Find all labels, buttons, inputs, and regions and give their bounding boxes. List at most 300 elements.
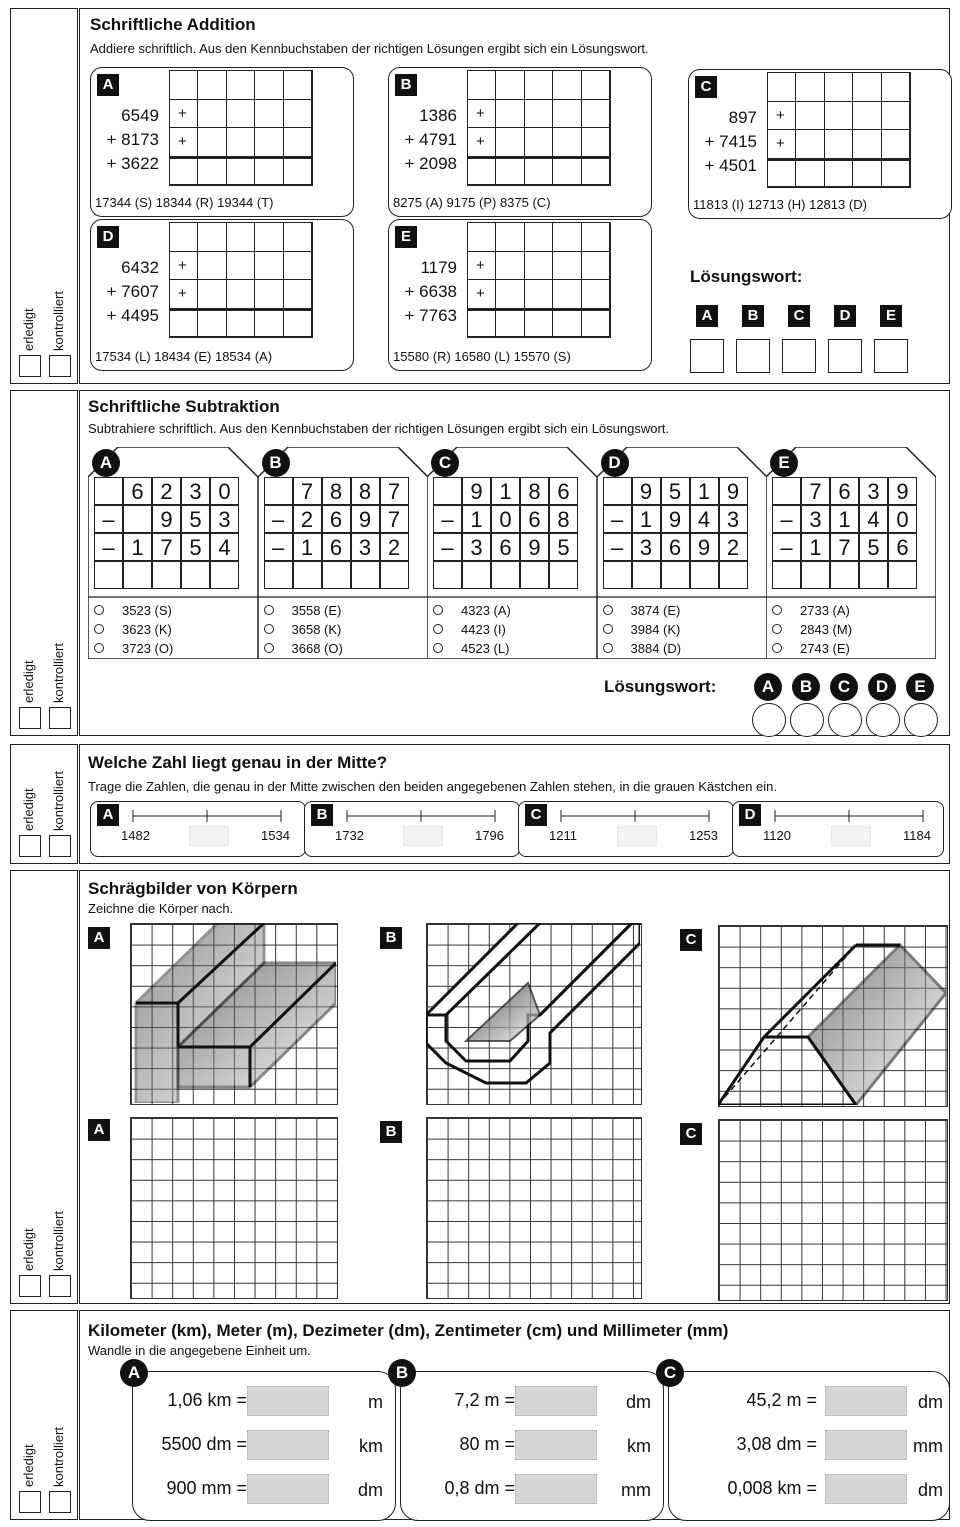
- grid-cell[interactable]: [227, 71, 255, 100]
- grid-cell[interactable]: [227, 280, 255, 309]
- grid-cell[interactable]: [284, 100, 312, 129]
- grid-cell[interactable]: [255, 157, 283, 186]
- grid-cell[interactable]: [255, 280, 283, 309]
- grid-cell[interactable]: 1: [632, 505, 661, 533]
- grid-cell[interactable]: [603, 561, 632, 589]
- task-badge: B: [311, 804, 333, 826]
- solution-letter-badge: A: [754, 673, 782, 701]
- grid-cell[interactable]: [553, 252, 581, 281]
- grid-cell[interactable]: [123, 505, 152, 533]
- grid-cell[interactable]: [553, 100, 581, 129]
- unit-expression: 5500 dm =: [161, 1434, 247, 1454]
- grid-cell[interactable]: [719, 561, 748, 589]
- radio-circle-icon[interactable]: [94, 605, 104, 615]
- grid-cell[interactable]: 9: [661, 505, 690, 533]
- grid-cell[interactable]: [496, 309, 524, 338]
- answer-option[interactable]: [264, 622, 342, 637]
- radio-circle-icon[interactable]: [94, 643, 104, 653]
- grid-cell[interactable]: 6: [830, 477, 859, 505]
- grid-cell[interactable]: [293, 561, 322, 589]
- grid-cell[interactable]: +: [170, 100, 198, 129]
- grid-cell[interactable]: [496, 71, 524, 100]
- grid-cell[interactable]: 6: [888, 533, 917, 561]
- grid-cell[interactable]: +: [768, 102, 796, 131]
- grid-cell[interactable]: 2: [293, 505, 322, 533]
- grid-cell[interactable]: [255, 309, 283, 338]
- grid-cell[interactable]: 6: [661, 533, 690, 561]
- grid-cell[interactable]: [210, 561, 239, 589]
- number-line: [121, 806, 321, 826]
- unit-expression: 0,8 dm =: [444, 1478, 515, 1498]
- option-label: 4323 (A): [461, 603, 511, 618]
- grid-cell[interactable]: [632, 561, 661, 589]
- grid-cell[interactable]: [525, 280, 553, 309]
- loesungswort-label: Lösungswort:: [604, 677, 717, 696]
- grid-cell[interactable]: [582, 223, 610, 252]
- grid-cell[interactable]: [825, 130, 853, 159]
- grid-cell[interactable]: [284, 280, 312, 309]
- solution-letter-box[interactable]: [690, 339, 724, 373]
- grid-cell[interactable]: [825, 102, 853, 131]
- grid-cell[interactable]: [227, 100, 255, 129]
- grid-cell[interactable]: 7: [380, 505, 409, 533]
- grid-cell[interactable]: [553, 280, 581, 309]
- grid-cell[interactable]: [825, 73, 853, 102]
- grid-cell[interactable]: [582, 252, 610, 281]
- grid-cell[interactable]: [882, 73, 910, 102]
- grid-cell[interactable]: [255, 252, 283, 281]
- grid-cell[interactable]: [888, 561, 917, 589]
- radio-circle-icon[interactable]: [264, 643, 274, 653]
- grid-cell[interactable]: –: [264, 505, 293, 533]
- answer-option[interactable]: [603, 603, 681, 618]
- grid-cell[interactable]: [255, 223, 283, 252]
- grid-cell[interactable]: 2: [152, 477, 181, 505]
- grid-cell[interactable]: [525, 223, 553, 252]
- kontrolliert-checkbox[interactable]: [49, 355, 71, 377]
- grid-cell[interactable]: 1: [491, 477, 520, 505]
- grid-cell[interactable]: [582, 128, 610, 157]
- erledigt-checkbox[interactable]: [19, 707, 41, 729]
- answer-box[interactable]: [515, 1430, 597, 1460]
- addition-grid[interactable]: [767, 72, 911, 188]
- grid-cell[interactable]: –: [772, 505, 801, 533]
- answer-box[interactable]: [825, 1474, 907, 1504]
- grid-cell[interactable]: 1: [293, 533, 322, 561]
- solution-letter-circle[interactable]: [752, 703, 786, 737]
- answer-option[interactable]: [94, 641, 173, 656]
- addition-card-e: [388, 219, 652, 371]
- erledigt-checkbox[interactable]: [19, 355, 41, 377]
- grid-cell[interactable]: 3: [181, 477, 210, 505]
- grid-cell[interactable]: [264, 477, 293, 505]
- kontrolliert-checkbox[interactable]: [49, 1491, 71, 1513]
- grid-cell[interactable]: [768, 73, 796, 102]
- grid-cell[interactable]: +: [768, 130, 796, 159]
- grid-cell[interactable]: [553, 223, 581, 252]
- grid-cell[interactable]: 4: [859, 505, 888, 533]
- section-title: Schriftliche Addition: [90, 15, 256, 34]
- grid-cell[interactable]: 2: [380, 533, 409, 561]
- erledigt-checkbox[interactable]: [19, 1491, 41, 1513]
- grid-cell[interactable]: [553, 309, 581, 338]
- grid-cell[interactable]: 6: [549, 477, 578, 505]
- grid-cell[interactable]: [801, 561, 830, 589]
- grid-cell[interactable]: 1: [462, 505, 491, 533]
- answer-option[interactable]: [603, 641, 682, 656]
- grid-cell[interactable]: [525, 128, 553, 157]
- grid-cell[interactable]: +: [170, 128, 198, 157]
- grid-cell[interactable]: [94, 561, 123, 589]
- grid-cell[interactable]: [796, 159, 824, 188]
- grid-cell[interactable]: –: [433, 533, 462, 561]
- solution-letter-circle[interactable]: [866, 703, 900, 737]
- grid-cell[interactable]: [768, 159, 796, 188]
- unit-expression: 0,008 km =: [727, 1478, 817, 1498]
- radio-circle-icon[interactable]: [264, 605, 274, 615]
- radio-circle-icon[interactable]: [772, 605, 782, 615]
- solution-letter-circle[interactable]: [904, 703, 938, 737]
- grid-cell[interactable]: 1: [123, 533, 152, 561]
- grid-cell[interactable]: [255, 100, 283, 129]
- grid-cell[interactable]: [853, 159, 881, 188]
- answer-option[interactable]: [772, 603, 850, 618]
- grid-cell[interactable]: 7: [380, 477, 409, 505]
- grid-cell[interactable]: [284, 71, 312, 100]
- answer-box[interactable]: [247, 1430, 329, 1460]
- radio-circle-icon[interactable]: [433, 643, 443, 653]
- grid-cell[interactable]: 9: [152, 505, 181, 533]
- unit-expression: 900 mm =: [166, 1478, 247, 1498]
- grid-cell[interactable]: [553, 157, 581, 186]
- answer-box[interactable]: [403, 826, 443, 846]
- grid-cell[interactable]: [582, 100, 610, 129]
- grid-cell[interactable]: 3: [462, 533, 491, 561]
- grid-cell[interactable]: [198, 128, 226, 157]
- answer-option[interactable]: [264, 603, 342, 618]
- answer-option[interactable]: [433, 603, 511, 618]
- grid-cell[interactable]: [882, 130, 910, 159]
- answer-option[interactable]: [772, 641, 850, 656]
- grid-cell[interactable]: [853, 130, 881, 159]
- grid-cell[interactable]: +: [468, 252, 496, 281]
- radio-circle-icon[interactable]: [603, 605, 613, 615]
- grid-cell[interactable]: [284, 223, 312, 252]
- erledigt-checkbox[interactable]: [19, 1275, 41, 1297]
- grid-cell[interactable]: 0: [888, 505, 917, 533]
- grid-cell[interactable]: 7: [830, 533, 859, 561]
- radio-circle-icon[interactable]: [264, 624, 274, 634]
- grid-cell[interactable]: 2: [719, 533, 748, 561]
- grid-cell[interactable]: [152, 561, 181, 589]
- task-badge: A: [88, 1119, 110, 1141]
- grid-cell[interactable]: [227, 309, 255, 338]
- grid-cell[interactable]: [433, 561, 462, 589]
- grid-cell[interactable]: [582, 309, 610, 338]
- grid-cell[interactable]: 6: [322, 533, 351, 561]
- grid-cell[interactable]: [582, 157, 610, 186]
- grid-cell[interactable]: 0: [210, 477, 239, 505]
- grid-cell[interactable]: 1: [690, 477, 719, 505]
- grid-cell[interactable]: 8: [351, 477, 380, 505]
- grid-cell[interactable]: [525, 100, 553, 129]
- drawing-grid-a[interactable]: [130, 1117, 338, 1299]
- grid-cell[interactable]: [525, 71, 553, 100]
- grid-cell[interactable]: [468, 309, 496, 338]
- grid-cell[interactable]: –: [603, 533, 632, 561]
- kontrolliert-checkbox[interactable]: [49, 835, 71, 857]
- grid-cell[interactable]: [198, 223, 226, 252]
- grid-cell[interactable]: [198, 252, 226, 281]
- grid-cell[interactable]: [491, 561, 520, 589]
- number-line: [549, 806, 749, 826]
- addition-grid[interactable]: [467, 70, 611, 186]
- kontrolliert-checkbox[interactable]: [49, 1275, 71, 1297]
- grid-cell[interactable]: 3: [632, 533, 661, 561]
- option-label: 3984 (K): [630, 622, 681, 637]
- solution-letter-circle[interactable]: [828, 703, 862, 737]
- grid-cell[interactable]: 4: [690, 505, 719, 533]
- radio-circle-icon[interactable]: [772, 624, 782, 634]
- grid-cell[interactable]: 5: [549, 533, 578, 561]
- erledigt-checkbox[interactable]: [19, 835, 41, 857]
- kontrolliert-checkbox[interactable]: [49, 707, 71, 729]
- solution-letter-box[interactable]: [874, 339, 908, 373]
- grid-cell[interactable]: [462, 561, 491, 589]
- grid-cell[interactable]: –: [433, 505, 462, 533]
- grid-cell[interactable]: [255, 128, 283, 157]
- grid-cell[interactable]: [796, 73, 824, 102]
- answer-box[interactable]: [831, 826, 871, 846]
- grid-cell[interactable]: [853, 102, 881, 131]
- grid-cell[interactable]: [661, 561, 690, 589]
- grid-cell[interactable]: [525, 157, 553, 186]
- grid-cell[interactable]: [830, 561, 859, 589]
- grid-cell[interactable]: [198, 100, 226, 129]
- addition-grid[interactable]: [467, 222, 611, 338]
- grid-cell[interactable]: [170, 71, 198, 100]
- grid-cell[interactable]: 9: [520, 533, 549, 561]
- grid-cell[interactable]: [264, 561, 293, 589]
- task-badge: C: [695, 76, 717, 98]
- grid-cell[interactable]: 3: [210, 505, 239, 533]
- grid-cell[interactable]: [181, 561, 210, 589]
- grid-cell[interactable]: 3: [351, 533, 380, 561]
- solution-letter-box[interactable]: [736, 339, 770, 373]
- grid-cell[interactable]: [582, 280, 610, 309]
- grid-cell[interactable]: 5: [181, 505, 210, 533]
- answer-box[interactable]: [189, 826, 229, 846]
- grid-cell[interactable]: –: [94, 533, 123, 561]
- grid-cell[interactable]: 6: [491, 533, 520, 561]
- radio-circle-icon[interactable]: [603, 643, 613, 653]
- grid-cell[interactable]: –: [603, 505, 632, 533]
- grid-cell[interactable]: [859, 561, 888, 589]
- grid-cell[interactable]: [496, 252, 524, 281]
- answer-box[interactable]: [825, 1386, 907, 1416]
- grid-cell[interactable]: [433, 477, 462, 505]
- grid-cell[interactable]: [582, 71, 610, 100]
- grid-cell[interactable]: [496, 223, 524, 252]
- grid-cell[interactable]: 5: [181, 533, 210, 561]
- answer-box[interactable]: [247, 1386, 329, 1416]
- grid-cell[interactable]: +: [468, 280, 496, 309]
- grid-cell[interactable]: [468, 157, 496, 186]
- grid-cell[interactable]: [772, 561, 801, 589]
- answer-box[interactable]: [515, 1474, 597, 1504]
- grid-cell[interactable]: 5: [661, 477, 690, 505]
- grid-cell[interactable]: [170, 157, 198, 186]
- grid-cell[interactable]: [853, 73, 881, 102]
- grid-cell[interactable]: +: [468, 128, 496, 157]
- grid-cell[interactable]: 9: [690, 533, 719, 561]
- grid-cell[interactable]: 7: [293, 477, 322, 505]
- grid-cell[interactable]: [549, 561, 578, 589]
- radio-circle-icon[interactable]: [772, 643, 782, 653]
- addition-grid[interactable]: [169, 222, 313, 338]
- answer-option[interactable]: [603, 622, 681, 637]
- grid-cell[interactable]: 6: [322, 505, 351, 533]
- grid-cell[interactable]: –: [264, 533, 293, 561]
- grid-cell[interactable]: [525, 252, 553, 281]
- grid-cell[interactable]: –: [772, 533, 801, 561]
- grid-cell[interactable]: 4: [210, 533, 239, 561]
- grid-cell[interactable]: 9: [888, 477, 917, 505]
- grid-cell[interactable]: [496, 100, 524, 129]
- grid-cell[interactable]: [198, 157, 226, 186]
- grid-cell[interactable]: [170, 223, 198, 252]
- grid-cell[interactable]: [496, 157, 524, 186]
- drawing-grid-b[interactable]: [426, 1117, 642, 1299]
- grid-cell[interactable]: [284, 157, 312, 186]
- grid-cell[interactable]: 8: [549, 505, 578, 533]
- grid-cell[interactable]: [94, 477, 123, 505]
- answer-option[interactable]: [94, 603, 172, 618]
- addition-grid[interactable]: [169, 70, 313, 186]
- grid-cell[interactable]: 1: [830, 505, 859, 533]
- grid-cell[interactable]: [603, 477, 632, 505]
- answer-box[interactable]: [825, 1430, 907, 1460]
- erledigt-label: erledigt: [21, 660, 36, 703]
- grid-cell[interactable]: [123, 561, 152, 589]
- grid-cell[interactable]: 3: [719, 505, 748, 533]
- grid-cell[interactable]: [520, 561, 549, 589]
- grid-cell[interactable]: [496, 128, 524, 157]
- grid-cell[interactable]: 1: [801, 533, 830, 561]
- answer-option[interactable]: [94, 622, 172, 637]
- grid-cell[interactable]: [525, 309, 553, 338]
- grid-cell[interactable]: 6: [123, 477, 152, 505]
- grid-cell[interactable]: [227, 252, 255, 281]
- grid-cell[interactable]: [322, 561, 351, 589]
- kontrolliert-label: kontrolliert: [51, 1427, 66, 1487]
- grid-cell[interactable]: [796, 102, 824, 131]
- grid-cell[interactable]: [198, 309, 226, 338]
- grid-cell[interactable]: –: [94, 505, 123, 533]
- grid-cell[interactable]: 0: [491, 505, 520, 533]
- grid-cell[interactable]: [284, 252, 312, 281]
- grid-cell[interactable]: +: [468, 100, 496, 129]
- answer-option[interactable]: [264, 641, 343, 656]
- grid-cell[interactable]: [468, 223, 496, 252]
- grid-cell[interactable]: [553, 128, 581, 157]
- grid-cell[interactable]: [227, 157, 255, 186]
- grid-cell[interactable]: 9: [632, 477, 661, 505]
- radio-circle-icon[interactable]: [603, 624, 613, 634]
- answer-box[interactable]: [247, 1474, 329, 1504]
- task-badge: E: [395, 226, 417, 248]
- grid-cell[interactable]: 6: [520, 505, 549, 533]
- grid-cell[interactable]: +: [170, 280, 198, 309]
- answer-option[interactable]: [772, 622, 852, 637]
- grid-cell[interactable]: 9: [351, 505, 380, 533]
- answer-option[interactable]: [433, 641, 509, 656]
- grid-cell[interactable]: 5: [859, 533, 888, 561]
- grid-cell[interactable]: [198, 71, 226, 100]
- subtraction-task-e: [766, 447, 936, 659]
- task-badge: B: [388, 1359, 416, 1387]
- grid-cell[interactable]: [882, 102, 910, 131]
- addend-2: + 6638: [404, 282, 457, 301]
- grid-cell[interactable]: 9: [719, 477, 748, 505]
- grid-cell[interactable]: 9: [462, 477, 491, 505]
- grid-cell[interactable]: 3: [859, 477, 888, 505]
- grid-cell[interactable]: 8: [520, 477, 549, 505]
- grid-cell[interactable]: [198, 280, 226, 309]
- grid-cell[interactable]: [351, 561, 380, 589]
- solution-letter-box[interactable]: [782, 339, 816, 373]
- radio-circle-icon[interactable]: [94, 624, 104, 634]
- answer-option[interactable]: [433, 622, 506, 637]
- grid-cell[interactable]: [882, 159, 910, 188]
- grid-cell[interactable]: 7: [152, 533, 181, 561]
- solution-letter-box[interactable]: [828, 339, 862, 373]
- grid-cell[interactable]: [825, 159, 853, 188]
- solid-a-drawing: [130, 923, 336, 1103]
- grid-cell[interactable]: [284, 309, 312, 338]
- grid-cell[interactable]: [255, 71, 283, 100]
- number-line: [763, 806, 960, 826]
- grid-cell[interactable]: [380, 561, 409, 589]
- grid-cell[interactable]: [468, 71, 496, 100]
- grid-cell[interactable]: [796, 130, 824, 159]
- task-badge: C: [680, 1123, 702, 1145]
- target-unit: dm: [917, 1480, 943, 1500]
- addend-3: + 2098: [404, 154, 457, 173]
- grid-cell[interactable]: [284, 128, 312, 157]
- grid-cell[interactable]: [690, 561, 719, 589]
- solution-letter-circle[interactable]: [790, 703, 824, 737]
- radio-circle-icon[interactable]: [433, 605, 443, 615]
- drawing-grid-c[interactable]: [718, 1119, 948, 1301]
- answer-box[interactable]: [617, 826, 657, 846]
- grid-cell[interactable]: [553, 71, 581, 100]
- grid-cell[interactable]: 3: [801, 505, 830, 533]
- grid-cell[interactable]: [772, 477, 801, 505]
- grid-cell[interactable]: [227, 223, 255, 252]
- answer-box[interactable]: [515, 1386, 597, 1416]
- grid-cell[interactable]: 7: [801, 477, 830, 505]
- grid-cell[interactable]: [496, 280, 524, 309]
- grid-cell[interactable]: 8: [322, 477, 351, 505]
- right-number: 1796: [475, 828, 504, 843]
- answer-options: 11813 (I) 12713 (H) 12813 (D): [693, 197, 867, 212]
- radio-circle-icon[interactable]: [433, 624, 443, 634]
- sidebar-addition: [10, 8, 78, 384]
- grid-cell[interactable]: +: [170, 252, 198, 281]
- grid-cell[interactable]: [227, 128, 255, 157]
- grid-cell[interactable]: [170, 309, 198, 338]
